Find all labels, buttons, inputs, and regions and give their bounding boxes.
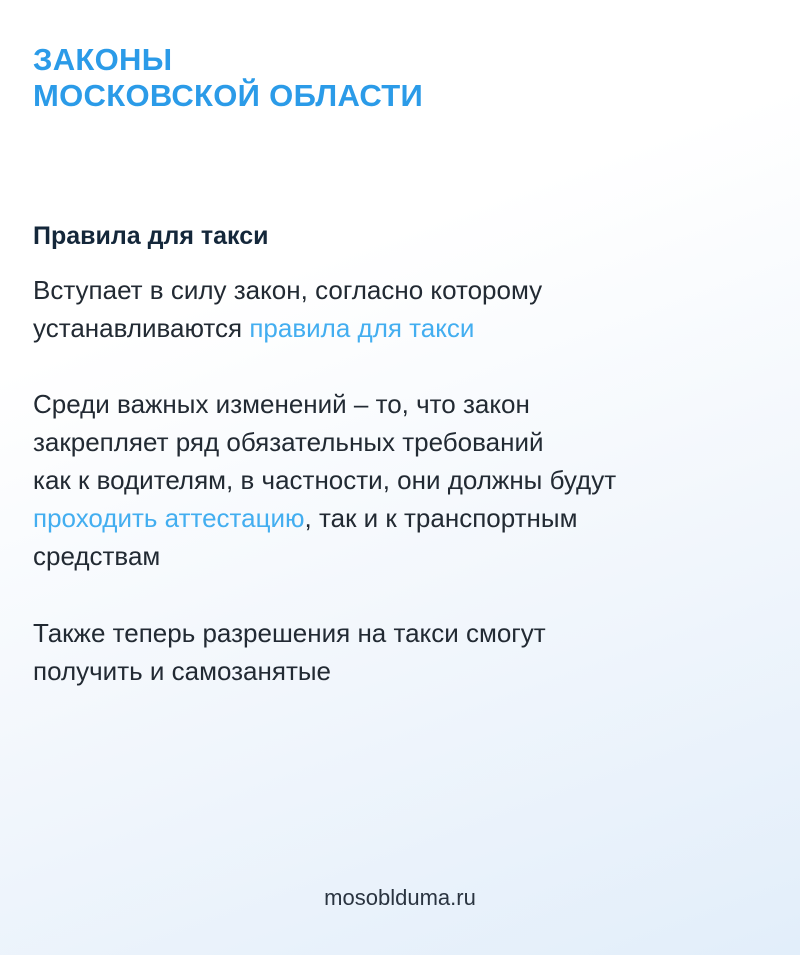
header-line-2: МОСКОВСКОЙ ОБЛАСТИ xyxy=(33,78,424,113)
paragraph-1-line-1: Вступает в силу закон, согласно которому xyxy=(33,275,543,305)
paragraph-2-line-4-suffix: , так и к транспортным xyxy=(304,503,578,533)
header-line-1: ЗАКОНЫ xyxy=(33,42,173,77)
paragraph-1-line-2-prefix: устанавливаются xyxy=(33,313,250,343)
highlight-certification: проходить аттестацию xyxy=(33,503,305,533)
paragraph-2-line-5: средствам xyxy=(33,541,161,571)
paragraph-1-line-2 xyxy=(33,309,773,347)
paragraph-2-line-3: как к водителям, в частности, они должны будут xyxy=(33,465,617,495)
section-title: Правила для такси xyxy=(33,222,269,250)
page-header xyxy=(33,42,423,114)
footer-site: mosobldumа.ru xyxy=(324,885,476,910)
paragraph-3-line-1: Также теперь разрешения на такси смогут xyxy=(33,618,546,648)
paragraph-1 xyxy=(33,271,773,347)
paragraph-2-line-4 xyxy=(33,499,773,537)
paragraph-2-line-2: закрепляет ряд обязательных требований xyxy=(33,427,544,457)
paragraph-3-line-2: получить и самозанятые xyxy=(33,656,332,686)
paragraph-2-line-1: Среди важных изменений – то, что закон xyxy=(33,389,530,419)
paragraph-3 xyxy=(33,614,773,690)
paragraph-2 xyxy=(33,385,773,575)
highlight-taxi-rules: правила для такси xyxy=(249,313,475,343)
